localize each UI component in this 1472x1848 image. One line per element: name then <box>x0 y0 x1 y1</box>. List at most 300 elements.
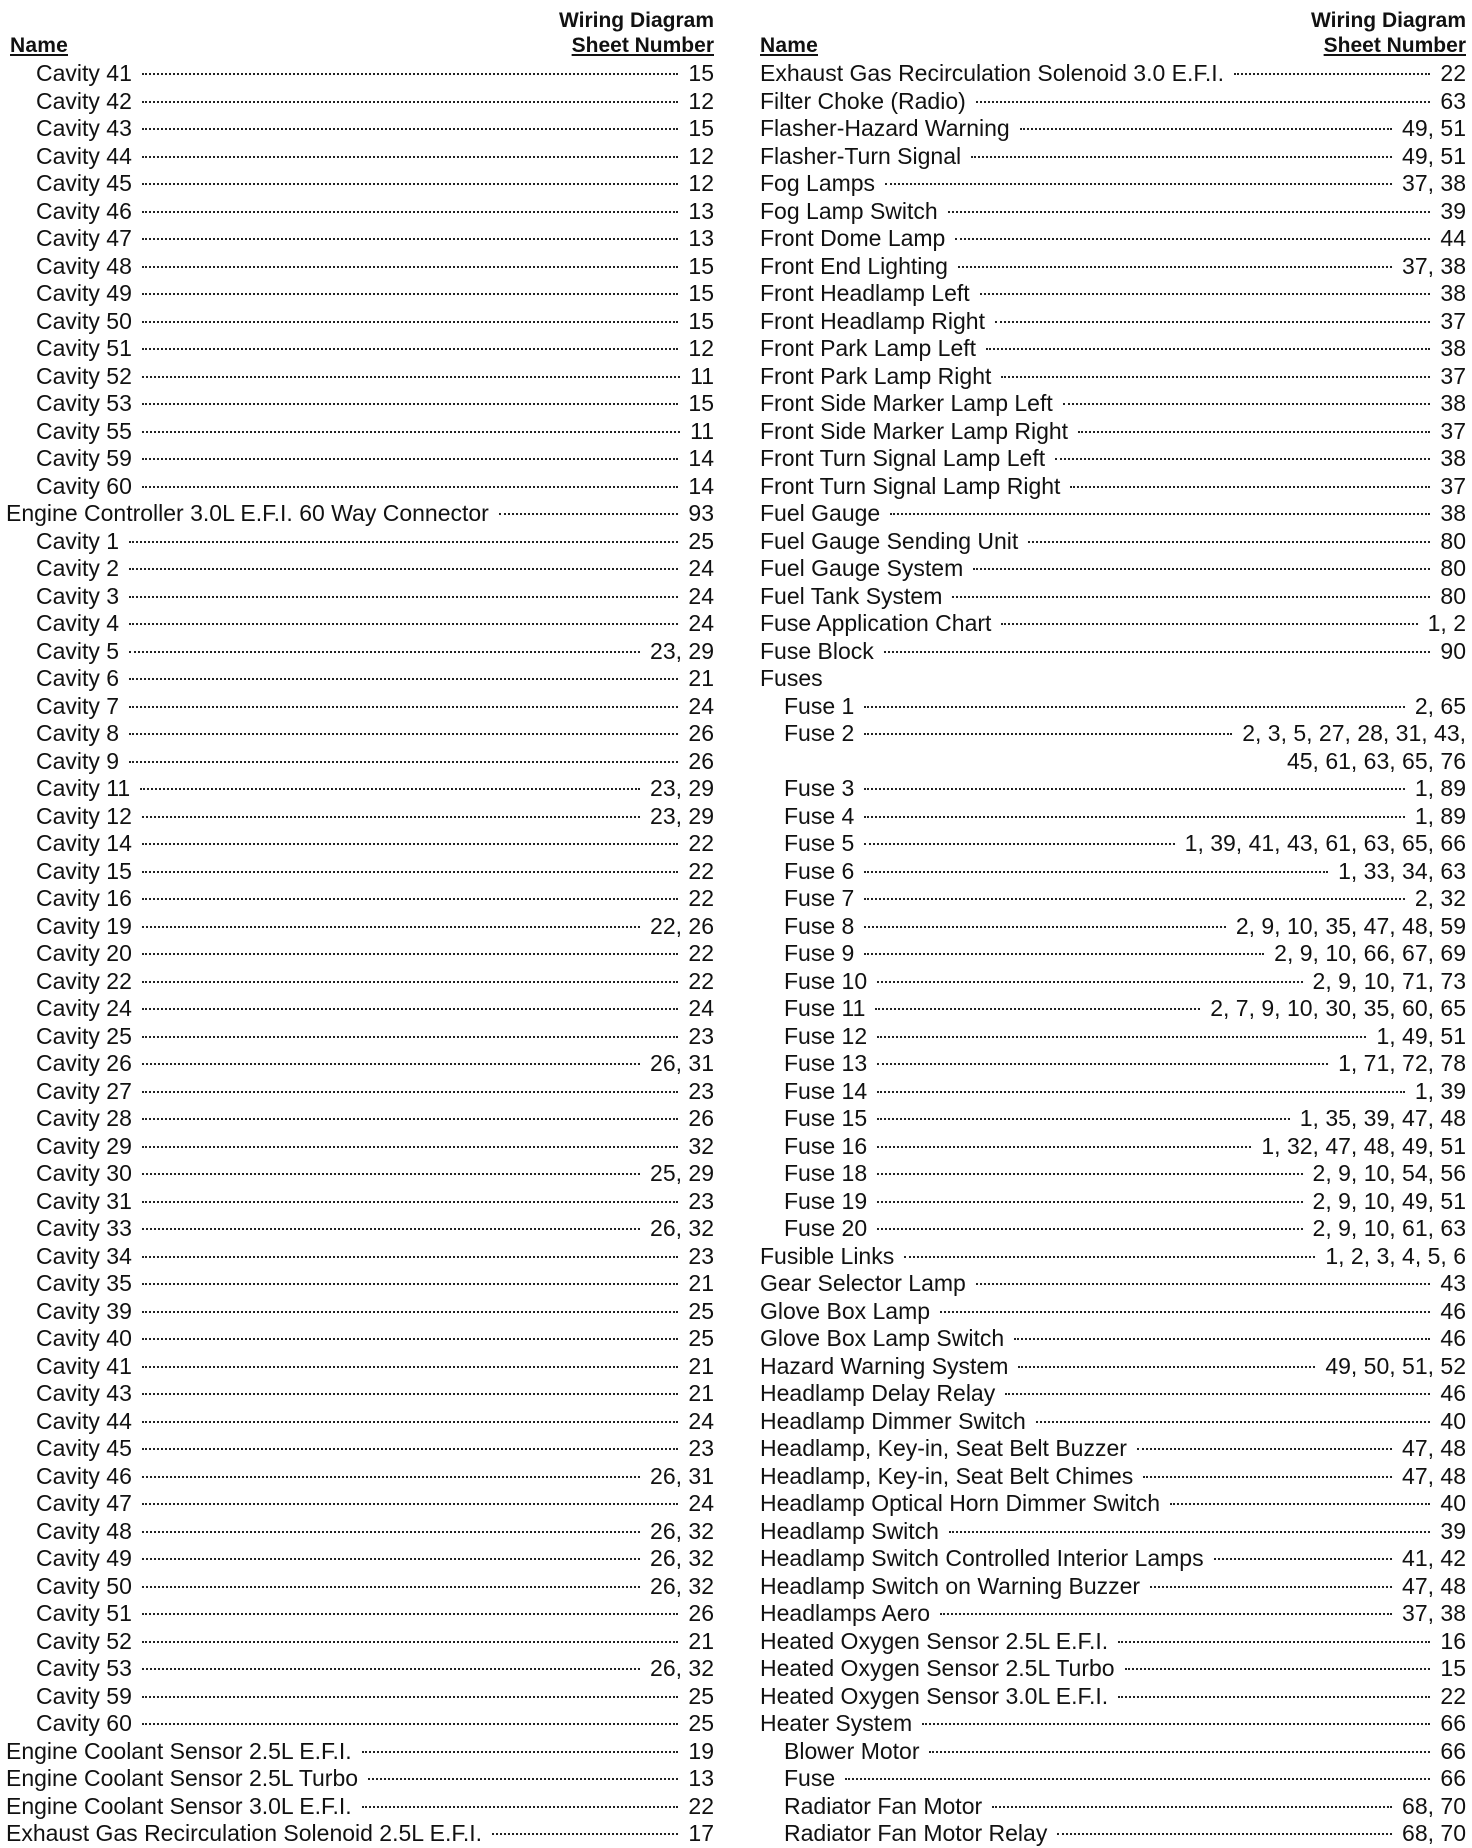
dot-leader <box>884 651 1431 653</box>
dot-leader <box>864 706 1405 708</box>
entry-sheet-number: 24 <box>688 582 714 609</box>
entry-name: Headlamp, Key-in, Seat Belt Chimes <box>760 1462 1134 1489</box>
dot-leader <box>142 1668 640 1670</box>
entry-sheet-number: 38 <box>1440 335 1466 361</box>
entry-sheet-number: 93 <box>688 500 714 526</box>
entry-name: Cavity 3 <box>36 582 120 609</box>
sheet-heading-line1: Wiring Diagram <box>1311 9 1466 32</box>
entry-sheet-number: 1, 89 <box>1414 775 1466 801</box>
index-entry <box>6 1188 714 1216</box>
entry-name: Fuse 7 <box>784 885 855 911</box>
entry-name: Flasher-Turn Signal <box>760 142 962 169</box>
entry-name: Cavity 12 <box>36 802 132 829</box>
entry-sheet-number: 13 <box>688 1765 714 1791</box>
dot-leader <box>976 1283 1431 1285</box>
entry-name: Cavity 22 <box>36 967 132 994</box>
entry-sheet-number: 15 <box>688 252 714 279</box>
index-entry <box>760 198 1466 226</box>
index-entry <box>6 363 714 391</box>
dot-leader <box>142 431 680 433</box>
entry-sheet-number: 37, 38 <box>1402 1600 1466 1626</box>
entry-sheet-number: 19 <box>688 1737 714 1764</box>
entry-sheet-number: 15 <box>688 390 714 416</box>
entry-sheet-number: 23 <box>688 1187 714 1214</box>
entry-name: Cavity 11 <box>36 775 131 801</box>
dot-leader <box>864 871 1328 873</box>
entry-name: Cavity 49 <box>36 1545 132 1571</box>
index-entry <box>6 885 714 913</box>
entry-name: Engine Coolant Sensor 2.5L E.F.I. <box>6 1737 352 1764</box>
entry-name: Engine Controller 3.0L E.F.I. 60 Way Connector <box>6 500 489 526</box>
dot-leader <box>142 981 679 983</box>
index-entry <box>6 940 714 968</box>
index-entry <box>760 1215 1466 1243</box>
index-entry <box>760 913 1466 941</box>
entry-name: Heater System <box>760 1710 913 1736</box>
entry-name: Front Turn Signal Lamp Right <box>760 472 1061 499</box>
entry-sheet-number: 13 <box>688 225 714 251</box>
dot-leader <box>949 1531 1430 1533</box>
dot-leader <box>845 1778 1430 1780</box>
entry-sheet-number: 46 <box>1440 1325 1466 1351</box>
dot-leader <box>142 1393 679 1395</box>
entry-name: Cavity 8 <box>36 720 120 746</box>
index-entry <box>760 1050 1466 1078</box>
entry-sheet-number: 2, 9, 10, 54, 56 <box>1312 1160 1466 1186</box>
index-entry <box>760 995 1466 1023</box>
index-entry <box>760 1600 1466 1628</box>
entry-name: Fuse 6 <box>784 857 855 884</box>
index-entry <box>6 473 714 501</box>
dot-leader <box>877 1063 1328 1065</box>
entry-name: Cavity 50 <box>36 1572 132 1599</box>
dot-leader <box>142 953 679 955</box>
entry-sheet-number: 2, 9, 10, 49, 51 <box>1312 1187 1466 1214</box>
entry-name: Cavity 40 <box>36 1325 132 1351</box>
entry-name: Engine Coolant Sensor 3.0L E.F.I. <box>6 1792 352 1819</box>
index-entry <box>6 1380 714 1408</box>
index-entry <box>760 225 1466 253</box>
entry-sheet-number: 2, 7, 9, 10, 30, 35, 60, 65 <box>1210 995 1466 1021</box>
index-entry <box>760 1683 1466 1711</box>
entry-name: Front Park Lamp Right <box>760 362 992 389</box>
entry-name: Cavity 52 <box>36 1627 132 1654</box>
index-entry <box>760 1820 1466 1848</box>
entry-name: Headlamp Dimmer Switch <box>760 1407 1026 1434</box>
index-entry <box>6 335 714 363</box>
entry-name: Fuse 3 <box>784 775 855 801</box>
index-entry <box>760 1160 1466 1188</box>
dot-leader <box>129 678 678 680</box>
entry-name: Cavity 48 <box>36 1517 132 1544</box>
entry-name: Fuse 13 <box>784 1050 868 1076</box>
entry-name: Cavity 9 <box>36 747 120 774</box>
sheet-number-column-heading <box>559 8 714 58</box>
entry-name: Fuse Block <box>760 637 874 664</box>
dot-leader <box>877 1201 1302 1203</box>
entry-name: Fuse 16 <box>784 1132 868 1159</box>
dot-leader <box>129 733 678 735</box>
index-entry <box>6 308 714 336</box>
dot-leader <box>986 348 1430 350</box>
entry-name: Flasher-Hazard Warning <box>760 115 1010 141</box>
entry-name: Cavity 48 <box>36 252 132 279</box>
dot-leader <box>142 128 679 130</box>
index-entry <box>760 1023 1466 1051</box>
index-entry <box>6 665 714 693</box>
entry-name: Cavity 24 <box>36 995 132 1021</box>
index-entry <box>760 1325 1466 1353</box>
entry-name: Front Headlamp Right <box>760 307 985 334</box>
index-entry <box>6 1628 714 1656</box>
entry-name: Glove Box Lamp <box>760 1297 931 1324</box>
index-entry <box>6 775 714 803</box>
index-entry <box>6 225 714 253</box>
entry-sheet-number: 25 <box>688 1710 714 1736</box>
entry-sheet-number: 66 <box>1440 1737 1466 1764</box>
entry-name: Cavity 26 <box>36 1050 132 1076</box>
index-entry <box>6 88 714 116</box>
index-entry <box>6 198 714 226</box>
dot-leader <box>1001 623 1417 625</box>
entry-sheet-number: 2, 9, 10, 35, 47, 48, 59 <box>1235 912 1466 939</box>
dot-leader <box>877 1036 1366 1038</box>
entry-sheet-number: 25 <box>688 1682 714 1709</box>
sheet-heading-line2: Sheet Number <box>1323 34 1466 57</box>
index-entry <box>760 1408 1466 1436</box>
right-index-list <box>760 60 1466 1848</box>
index-entry <box>6 390 714 418</box>
dot-leader <box>142 1146 679 1148</box>
entry-sheet-number: 15 <box>688 115 714 141</box>
index-entry <box>760 1353 1466 1381</box>
index-entry <box>760 500 1466 528</box>
entry-name: Front Headlamp Left <box>760 280 970 306</box>
entry-sheet-number: 11 <box>690 362 714 389</box>
entry-sheet-number: 22 <box>1440 60 1466 86</box>
entry-name: Cavity 6 <box>36 665 120 691</box>
dot-leader <box>142 1228 640 1230</box>
entry-sheet-number: 21 <box>688 1627 714 1654</box>
index-entry <box>760 885 1466 913</box>
entry-name: Cavity 47 <box>36 1490 132 1516</box>
index-entry <box>760 1573 1466 1601</box>
entry-name: Filter Choke (Radio) <box>760 87 966 114</box>
entry-sheet-number: 26, 32 <box>650 1545 714 1571</box>
entry-name: Cavity 14 <box>36 830 132 856</box>
index-entry <box>760 665 1466 693</box>
entry-sheet-number: 45, 61, 63, 65, 76 <box>1286 747 1466 774</box>
entry-name: Radiator Fan Motor <box>784 1792 983 1819</box>
index-entry <box>6 830 714 858</box>
entry-sheet-number: 43 <box>1440 1270 1466 1296</box>
entry-name: Fog Lamps <box>760 170 876 196</box>
dot-leader <box>992 1806 1392 1808</box>
dot-leader <box>142 926 640 928</box>
index-entry <box>6 1298 714 1326</box>
entry-name: Fuse 15 <box>784 1105 868 1131</box>
dot-leader <box>1118 1696 1430 1698</box>
dot-leader <box>922 1723 1430 1725</box>
entry-name: Cavity 51 <box>36 335 132 361</box>
entry-sheet-number: 46 <box>1440 1380 1466 1406</box>
entry-sheet-number: 23 <box>688 1022 714 1049</box>
index-entry <box>6 1215 714 1243</box>
dot-leader <box>142 1091 679 1093</box>
dot-leader <box>142 1421 679 1423</box>
index-entry <box>760 115 1466 143</box>
index-entry <box>6 1738 714 1766</box>
entry-name: Exhaust Gas Recirculation Solenoid 3.0 E.F.I. <box>760 60 1225 86</box>
entry-name: Fuse 18 <box>784 1160 868 1186</box>
index-entry <box>6 1820 714 1848</box>
dot-leader <box>142 1476 640 1478</box>
entry-name: Fuse 19 <box>784 1187 868 1214</box>
dot-leader <box>142 1201 679 1203</box>
entry-sheet-number: 15 <box>688 60 714 86</box>
entry-sheet-number: 24 <box>688 1490 714 1516</box>
index-entry <box>6 1490 714 1518</box>
dot-leader <box>129 651 640 653</box>
entry-sheet-number: 1, 32, 47, 48, 49, 51 <box>1261 1132 1466 1159</box>
dot-leader <box>864 926 1225 928</box>
entry-name: Front Side Marker Lamp Right <box>760 417 1069 444</box>
entry-sheet-number: 23, 29 <box>650 775 714 801</box>
index-entry <box>6 170 714 198</box>
entry-name: Cavity 45 <box>36 1435 132 1461</box>
dot-leader <box>864 733 1232 735</box>
index-entry <box>760 1463 1466 1491</box>
entry-sheet-number: 12 <box>688 142 714 169</box>
dot-leader <box>1018 1366 1315 1368</box>
index-entry <box>760 528 1466 556</box>
entry-name: Cavity 49 <box>36 280 132 306</box>
entry-sheet-number: 41, 42 <box>1402 1545 1466 1571</box>
entry-sheet-number: 24 <box>688 1407 714 1434</box>
index-entry <box>760 1270 1466 1298</box>
entry-sheet-number: 38 <box>1440 280 1466 306</box>
entry-sheet-number: 12 <box>688 335 714 361</box>
entry-sheet-number: 1, 39 <box>1414 1077 1466 1104</box>
entry-sheet-number: 39 <box>1440 1517 1466 1544</box>
entry-sheet-number: 22 <box>688 967 714 994</box>
entry-sheet-number: 1, 2 <box>1427 610 1466 636</box>
entry-name: Cavity 35 <box>36 1270 132 1296</box>
dot-leader <box>980 293 1431 295</box>
index-entry <box>6 1683 714 1711</box>
entry-sheet-number: 40 <box>1440 1490 1466 1516</box>
index-entry <box>760 1298 1466 1326</box>
dot-leader <box>142 321 679 323</box>
index-entry <box>6 1655 714 1683</box>
entry-name: Headlamp Switch Controlled Interior Lamps <box>760 1545 1204 1571</box>
entry-name: Heated Oxygen Sensor 2.5L E.F.I. <box>760 1627 1109 1654</box>
entry-sheet-number: 39 <box>1440 197 1466 224</box>
dot-leader <box>129 568 678 570</box>
index-entry <box>6 610 714 638</box>
left-column <box>6 0 714 1848</box>
entry-sheet-number: 15 <box>688 307 714 334</box>
entry-sheet-number: 23 <box>688 1435 714 1461</box>
entry-name: Fuse 4 <box>784 802 855 829</box>
index-entry <box>6 1518 714 1546</box>
dot-leader <box>142 73 679 75</box>
index-entry <box>760 638 1466 666</box>
dot-leader <box>1036 1421 1431 1423</box>
entry-sheet-number: 26, 32 <box>650 1517 714 1544</box>
entry-name: Cavity 55 <box>36 417 132 444</box>
entry-name: Glove Box Lamp Switch <box>760 1325 1005 1351</box>
entry-sheet-number: 80 <box>1440 582 1466 609</box>
entry-sheet-number: 26 <box>688 1105 714 1131</box>
entry-sheet-number: 23, 29 <box>650 802 714 829</box>
dot-leader <box>885 183 1392 185</box>
name-column-heading: Name <box>10 34 68 57</box>
entry-sheet-number: 2, 9, 10, 71, 73 <box>1312 967 1466 994</box>
entry-name: Cavity 20 <box>36 940 132 966</box>
index-entry <box>760 775 1466 803</box>
entry-name: Fuse Application Chart <box>760 610 992 636</box>
left-index-list <box>6 60 714 1848</box>
entry-name: Fuse 8 <box>784 912 855 939</box>
dot-leader <box>140 788 640 790</box>
entry-name: Fuses <box>760 665 823 691</box>
dot-leader <box>877 1228 1302 1230</box>
entry-name: Fuse 2 <box>784 720 855 746</box>
entry-sheet-number: 40 <box>1440 1407 1466 1434</box>
index-entry <box>6 1325 714 1353</box>
entry-name: Exhaust Gas Recirculation Solenoid 2.5L E.F.I. <box>6 1820 483 1846</box>
dot-leader <box>971 156 1392 158</box>
index-entry <box>760 1188 1466 1216</box>
entry-name: Fuse 10 <box>784 967 868 994</box>
entry-name: Cavity 45 <box>36 170 132 196</box>
entry-name: Cavity 41 <box>36 1352 132 1379</box>
entry-sheet-number: 21 <box>688 1380 714 1406</box>
index-entry <box>760 1380 1466 1408</box>
index-entry <box>760 830 1466 858</box>
entry-sheet-number: 1, 71, 72, 78 <box>1338 1050 1466 1076</box>
dot-leader <box>142 211 679 213</box>
entry-sheet-number: 12 <box>688 87 714 114</box>
entry-name: Fuse <box>784 1765 836 1791</box>
entry-name: Fusible Links <box>760 1242 895 1269</box>
index-entry <box>6 1463 714 1491</box>
entry-name: Cavity 46 <box>36 197 132 224</box>
entry-name: Headlamp, Key-in, Seat Belt Buzzer <box>760 1435 1127 1461</box>
entry-sheet-number: 22 <box>688 940 714 966</box>
index-entry <box>760 308 1466 336</box>
dot-leader <box>499 513 679 515</box>
entry-name: Fuel Gauge System <box>760 555 964 581</box>
index-entry <box>6 1765 714 1793</box>
index-entry <box>6 555 714 583</box>
entry-sheet-number: 2, 32 <box>1414 885 1466 911</box>
index-entry <box>760 555 1466 583</box>
index-entry <box>6 445 714 473</box>
entry-sheet-number: 1, 2, 3, 4, 5, 6 <box>1325 1242 1466 1269</box>
entry-sheet-number: 38 <box>1440 390 1466 416</box>
dot-leader <box>142 1338 679 1340</box>
index-entry <box>760 170 1466 198</box>
entry-sheet-number: 22 <box>688 857 714 884</box>
entry-sheet-number: 37 <box>1440 417 1466 444</box>
entry-name: Heated Oxygen Sensor 2.5L Turbo <box>760 1655 1115 1681</box>
index-entry <box>6 1793 714 1821</box>
entry-sheet-number: 26, 32 <box>650 1655 714 1681</box>
index-entry <box>760 693 1466 721</box>
entry-name: Cavity 2 <box>36 555 120 581</box>
dot-leader <box>864 953 1264 955</box>
entry-sheet-number: 14 <box>688 445 714 471</box>
entry-sheet-number: 15 <box>1440 1655 1466 1681</box>
index-entry <box>6 748 714 776</box>
entry-sheet-number: 26 <box>688 1600 714 1626</box>
entry-name: Front End Lighting <box>760 252 948 279</box>
dot-leader <box>142 1531 640 1533</box>
index-entry <box>760 1133 1466 1161</box>
index-entry <box>760 1243 1466 1271</box>
entry-sheet-number: 26, 32 <box>650 1572 714 1599</box>
entry-name: Cavity 25 <box>36 1022 132 1049</box>
entry-name: Cavity 43 <box>36 115 132 141</box>
entry-sheet-number: 68, 70 <box>1402 1792 1466 1819</box>
entry-sheet-number: 12 <box>688 170 714 196</box>
dot-leader <box>129 541 678 543</box>
index-entry <box>6 720 714 748</box>
index-entry <box>760 1435 1466 1463</box>
dot-leader <box>1150 1586 1392 1588</box>
entry-sheet-number: 46 <box>1440 1297 1466 1324</box>
entry-sheet-number: 37, 38 <box>1402 170 1466 196</box>
dot-leader <box>1118 1641 1430 1643</box>
entry-name: Cavity 60 <box>36 1710 132 1736</box>
dot-leader <box>877 1173 1302 1175</box>
entry-name: Front Turn Signal Lamp Left <box>760 445 1046 471</box>
dot-leader <box>1234 73 1430 75</box>
dot-leader <box>890 513 1430 515</box>
index-entry <box>6 1435 714 1463</box>
entry-sheet-number: 16 <box>1440 1627 1466 1654</box>
index-entry <box>760 445 1466 473</box>
index-entry <box>6 500 714 528</box>
dot-leader <box>142 348 679 350</box>
entry-sheet-number: 2, 65 <box>1414 692 1466 719</box>
entry-name: Fuse 14 <box>784 1077 868 1104</box>
dot-leader <box>142 1641 679 1643</box>
entry-name: Front Side Marker Lamp Left <box>760 390 1053 416</box>
entry-name: Cavity 16 <box>36 885 132 911</box>
dot-leader <box>142 1613 679 1615</box>
index-entry <box>760 583 1466 611</box>
index-entry <box>6 1160 714 1188</box>
entry-name: Cavity 33 <box>36 1215 132 1241</box>
dot-leader <box>142 1448 679 1450</box>
entry-name: Hazard Warning System <box>760 1352 1009 1379</box>
entry-sheet-number: 37 <box>1440 307 1466 334</box>
entry-sheet-number: 22 <box>688 1792 714 1819</box>
dot-leader <box>142 293 679 295</box>
index-entry <box>760 720 1466 748</box>
dot-leader <box>142 1366 679 1368</box>
index-entry <box>760 143 1466 171</box>
entry-sheet-number: 1, 33, 34, 63 <box>1338 857 1466 884</box>
dot-leader <box>142 486 679 488</box>
dot-leader <box>1170 1503 1430 1505</box>
entry-name: Fuse 20 <box>784 1215 868 1241</box>
index-entry <box>6 803 714 831</box>
index-entry <box>760 1518 1466 1546</box>
